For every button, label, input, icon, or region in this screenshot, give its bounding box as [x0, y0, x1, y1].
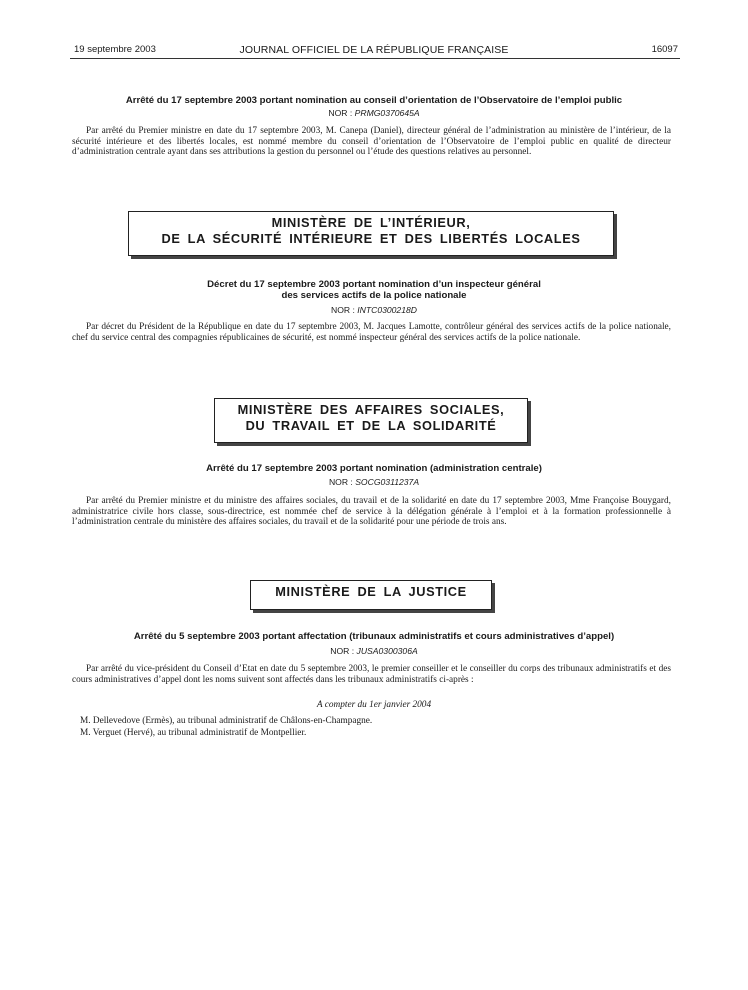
section4-nor	[70, 646, 678, 656]
section2-title-line1: Décret du 17 septembre 2003 portant nomination d’un inspecteur général	[207, 279, 541, 290]
assignment-item: M. Dellevedove (Ermès), au tribunal administratif de Châlons-en-Champagne.	[80, 716, 373, 726]
section2-nor	[70, 305, 678, 315]
section1-title: Arrêté du 17 septembre 2003 portant nomination au conseil d’orientation de l’Observatoire de l’emploi public	[125, 95, 623, 106]
ministry-heading-interieur	[128, 211, 614, 256]
section4-body: Par arrêté du vice-président du Conseil d’Etat en date du 5 septembre 2003, le premier conseiller et le conseiller du corps des tribunaux administratifs et des cours administratives d’appel dont les noms suivent sont affectés dans les tribunaux administratifs ci-après :	[72, 664, 671, 685]
nor-label: NOR :	[328, 477, 353, 487]
section2-title	[70, 279, 678, 301]
ministry-line1: MINISTÈRE DE L’INTÉRIEUR,	[271, 215, 471, 230]
journal-title: JOURNAL OFFICIEL DE LA RÉPUBLIQUE FRANÇAISE	[239, 44, 509, 56]
section2-title-line2: des services actifs de la police nationale	[281, 290, 467, 301]
section3-body: Par arrêté du Premier ministre et du ministre des affaires sociales, du travail et de la solidarité en date du 17 septembre 2003, Mme Françoise Bouygard, administratrice civile hors classe, sous-directrice, est nommée chef de service à la délégation générale à l’emploi et à la formation professionnelle à l’administration centrale du ministère des affaires sociales, du travail et de la solidarité pour une période de trois ans.	[72, 496, 671, 528]
ministry-line2: DE LA SÉCURITÉ INTÉRIEURE ET DES LIBERTÉS LOCALES	[161, 231, 581, 246]
nor-code: INTC0300218D	[357, 305, 417, 315]
ministry-line2: DU TRAVAIL ET DE LA SOLIDARITÉ	[245, 418, 497, 433]
section1-nor	[70, 108, 678, 118]
section3-nor	[70, 477, 678, 487]
nor-code: SOCG0311237A	[355, 477, 420, 487]
section4-title: Arrêté du 5 septembre 2003 portant affectation (tribunaux administratifs et cours administratives d’appel)	[133, 631, 615, 642]
header-rule	[70, 58, 680, 59]
assignment-item: M. Verguet (Hervé), au tribunal administratif de Montpellier.	[80, 728, 307, 738]
section1-body: Par arrêté du Premier ministre en date du 17 septembre 2003, M. Canepa (Daniel), directeur général de l’administration au ministère de l’intérieur, de la sécurité intérieure et des libertés locales, est nommé membre du conseil d’orientation de l’Observatoire de l’emploi public en qualité de directeur d’administration centrale ayant dans ses attributions la gestion du personnel ou l’étude des questions relatives au personnel.	[72, 126, 671, 158]
nor-label: NOR :	[328, 108, 353, 118]
ministry-line1: MINISTÈRE DE LA JUSTICE	[275, 584, 467, 599]
ministry-line1: MINISTÈRE DES AFFAIRES SOCIALES,	[237, 402, 505, 417]
ministry-heading-affaires-sociales	[214, 398, 528, 443]
nor-label: NOR :	[330, 646, 355, 656]
nor-label: NOR :	[331, 305, 355, 315]
section4-effective-date: A compter du 1er janvier 2004	[316, 700, 432, 710]
section3-title: Arrêté du 17 septembre 2003 portant nomination (administration centrale)	[206, 463, 542, 474]
header-date: 19 septembre 2003	[74, 44, 156, 55]
nor-code: JUSA0300306A	[356, 646, 418, 656]
ministry-heading-justice	[250, 580, 492, 610]
section2-body: Par décret du Président de la République en date du 17 septembre 2003, M. Jacques Lamotte, contrôleur général des services actifs de la police nationale, chef du service central des compagnies républicaines de sécurité, est nommé inspecteur général des services actifs de la police nationale.	[72, 322, 671, 343]
nor-code: PRMG0370645A	[354, 108, 420, 118]
page-number: 16097	[651, 44, 678, 55]
